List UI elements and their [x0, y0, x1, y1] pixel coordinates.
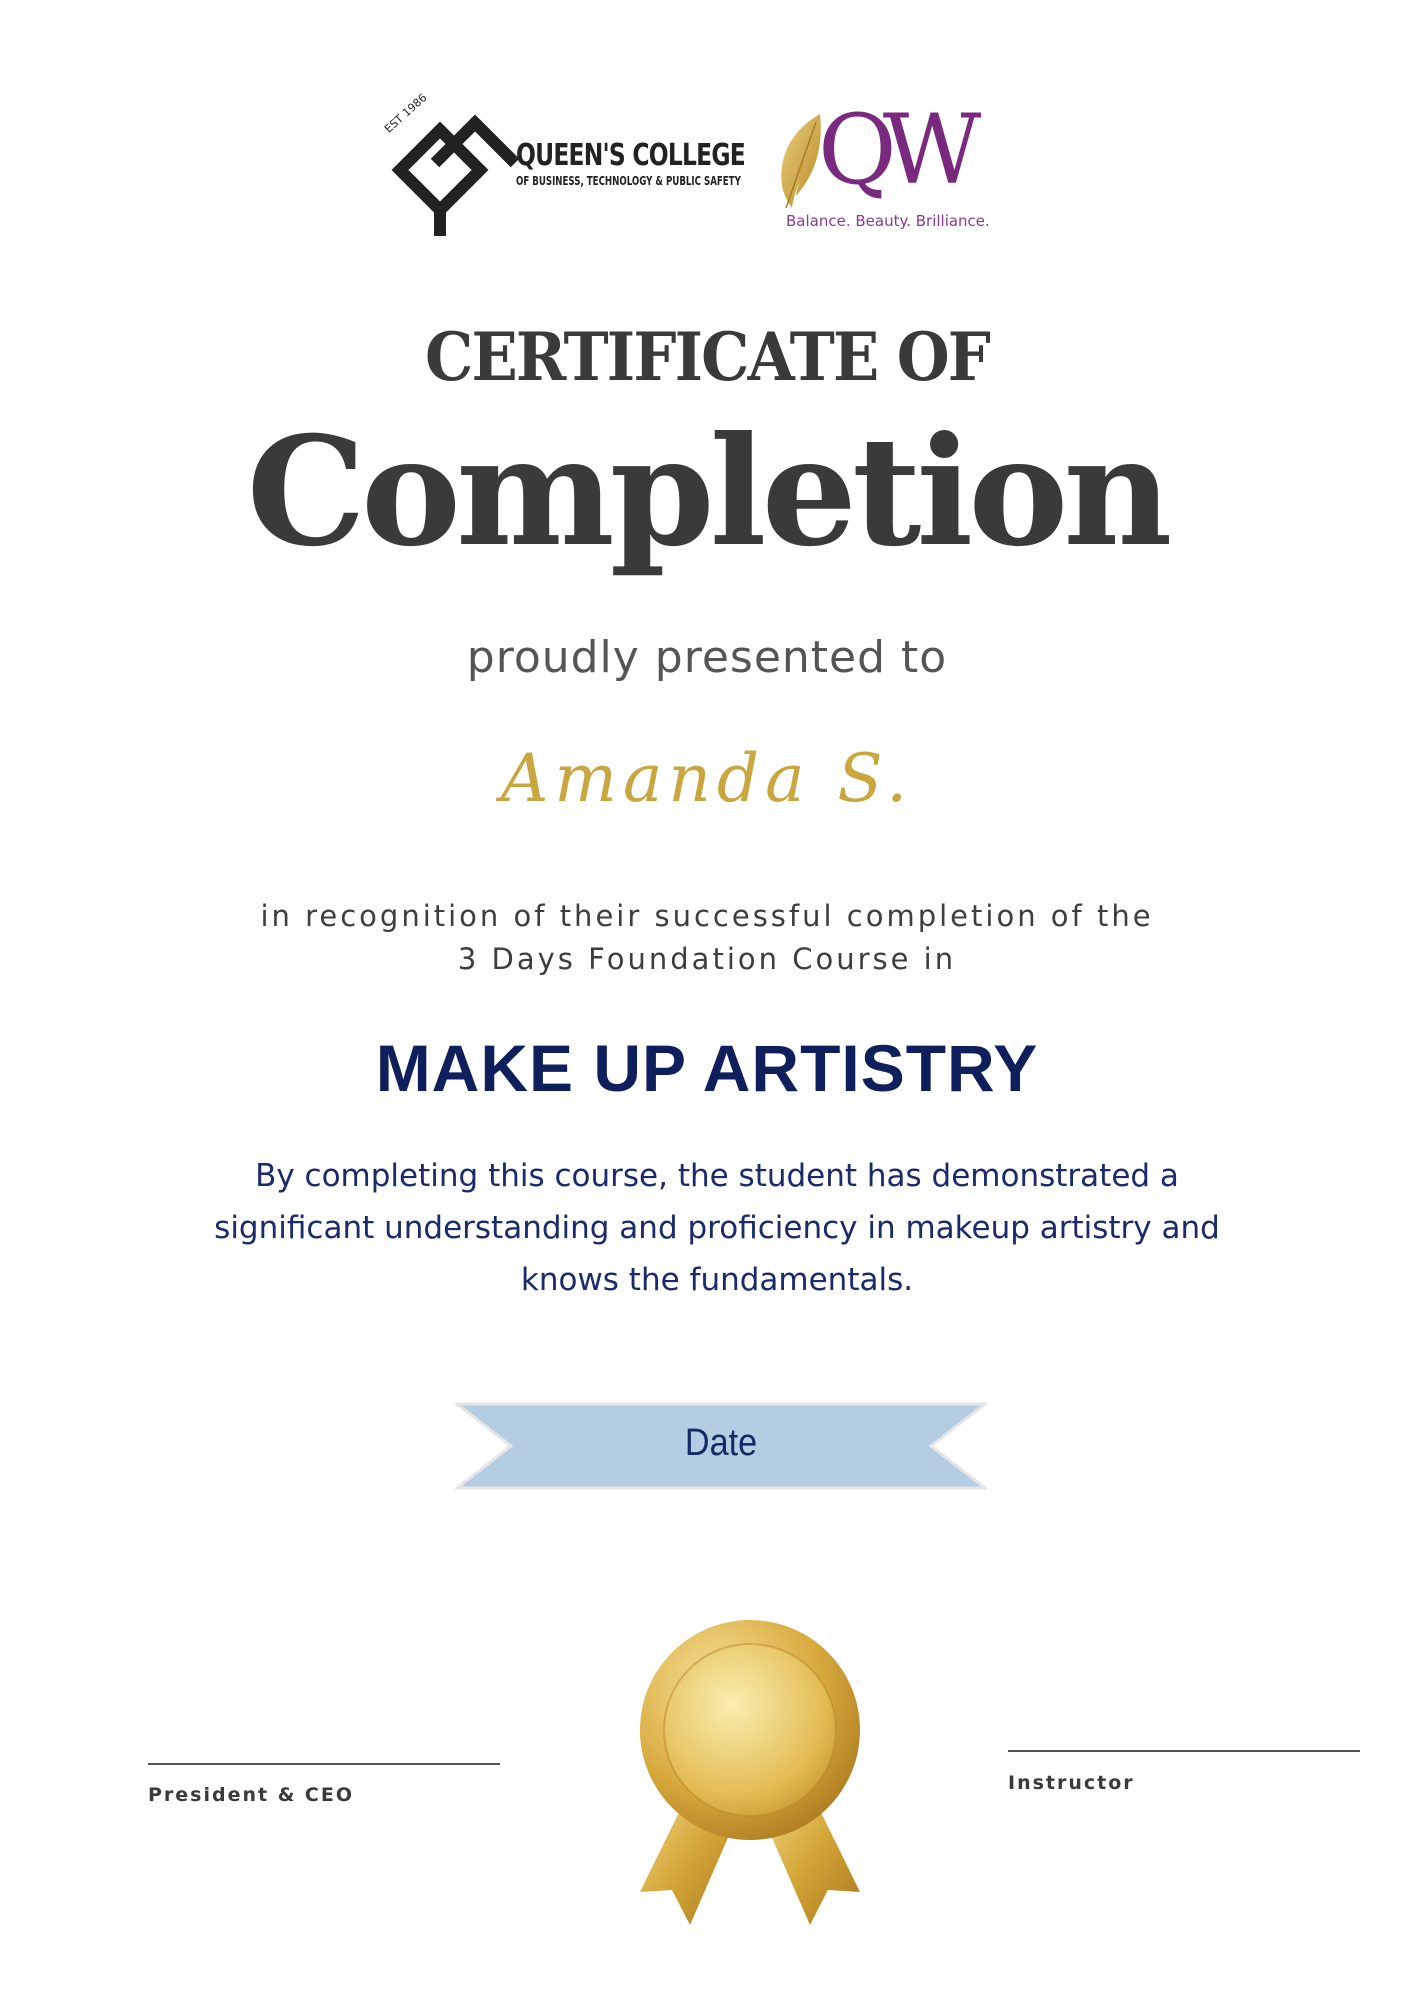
qw-letters: QW [818, 94, 968, 206]
queens-college-logo [380, 91, 760, 236]
signature-line-right [1008, 1750, 1360, 1752]
college-est-label: EST 1986 [382, 91, 430, 136]
gold-medal [620, 1620, 880, 1940]
course-title: MAKE UP ARTISTRY [375, 1031, 1039, 1105]
date-ribbon [455, 1400, 987, 1492]
certificate-heading: CERTIFICATE OF [424, 318, 990, 396]
president-ceo-label: President & CEO [148, 1784, 354, 1806]
college-emblem-icon [380, 108, 520, 236]
college-name: QUEEN'S COLLEGE [516, 138, 745, 173]
qw-tagline: Balance. Beauty. Brilliance. [786, 212, 990, 230]
instructor-label: Instructor [1008, 1772, 1135, 1794]
college-subtitle: OF BUSINESS, TECHNOLOGY & PUBLIC SAFETY [516, 174, 741, 188]
recognition-line-2: 3 Days Foundation Course in [457, 942, 957, 976]
signature-line-left [148, 1763, 500, 1765]
qw-logo [770, 94, 1000, 238]
recognition-text [0, 895, 1414, 981]
gold-medal-icon [620, 1620, 880, 1940]
recipient-name: Amanda S. [500, 740, 914, 817]
presented-to-text: proudly presented to [466, 632, 948, 683]
certificate-title: Completion [246, 404, 1168, 580]
recognition-line-1: in recognition of their successful completion of the [260, 899, 1154, 933]
date-label: Date [684, 1422, 758, 1464]
course-description: By completing this course, the student has demonstrated a significant understanding and proficiency in makeup artistry and knows the fundamentals. [214, 1158, 1220, 1298]
